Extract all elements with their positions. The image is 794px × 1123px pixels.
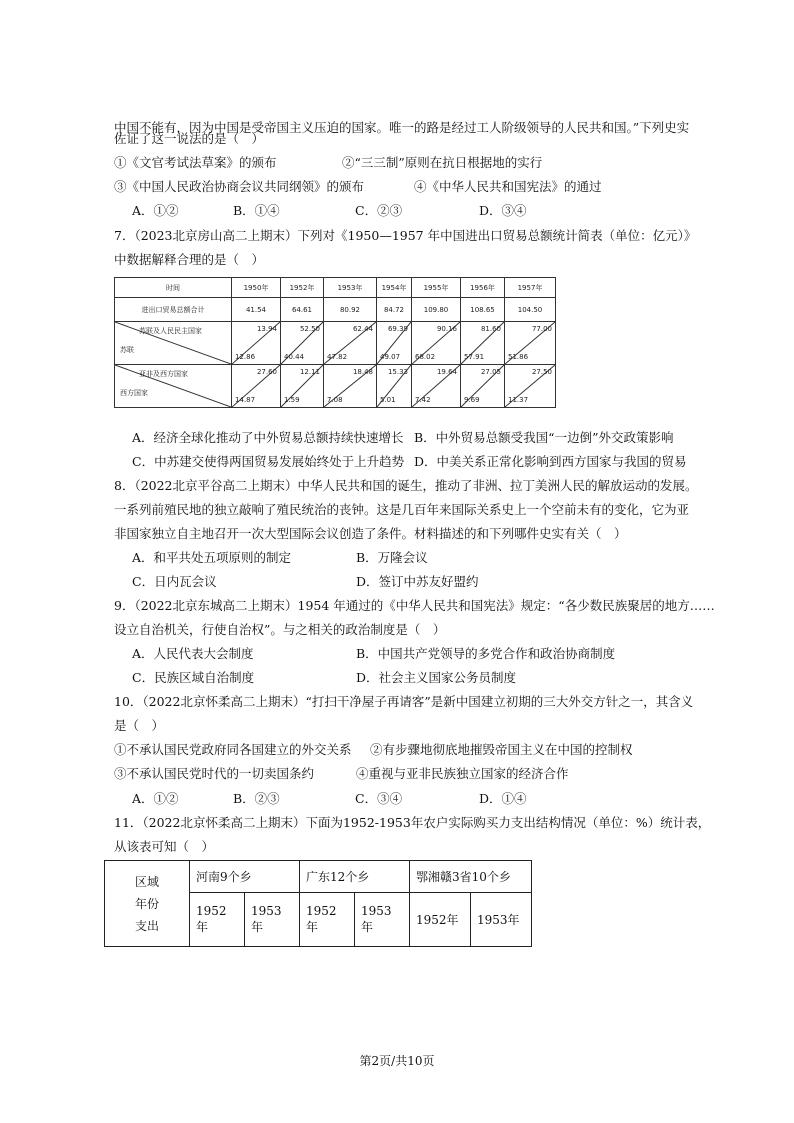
trade-asia-cell — [412, 365, 461, 408]
trade-asia-top: 27.50 — [531, 368, 552, 376]
spending-table — [104, 860, 532, 947]
spending-head-region: 区域 — [134, 874, 159, 889]
spending-header-cell — [105, 861, 190, 947]
spending-year: 1953年 — [355, 893, 410, 947]
q9-text-line1: 9．（2022北京东城高二上期末）1954 年通过的《中华人民共和国宪法》规定：“各少数民族聚居的地方…… — [114, 598, 715, 613]
trade-asia-bottom: 11.37 — [508, 396, 529, 404]
trade-soviet-top: 52.50 — [299, 325, 320, 333]
q7-text-line2: 中数据解释合理的是（ ） — [114, 252, 265, 267]
q10-item-3: ③不承认国民党时代的一切卖国条约 — [114, 766, 315, 781]
trade-total-value: 104.50 — [505, 298, 556, 322]
q10-item-1: ①不承认国民党政府同各国建立的外交关系 — [114, 742, 352, 757]
q8-option-d: D．签订中苏友好盟约 — [356, 574, 479, 589]
spending-head-year: 年份 — [134, 896, 159, 911]
trade-soviet-top: 81.60 — [480, 325, 501, 333]
trade-year: 1956年 — [461, 278, 505, 298]
q9-text-line2: 设立自治机关，行使自治权”。与之相关的政治制度是（ ） — [114, 622, 446, 637]
q8-text-line2: 一系列前殖民地的独立敲响了殖民统治的丧钟。这是几百年来国际关系史上一个空前未有的变化，它为亚 — [114, 502, 690, 517]
spending-year: 1953年 — [245, 893, 300, 947]
q6-text-line1: 中国不能有，因为中国是受帝国主义压迫的国家。唯一的路是经过工人阶级领导的人民共和国。”下列史实 — [114, 120, 690, 135]
trade-soviet-top: 90.16 — [436, 325, 457, 333]
trade-asia-bottom: 1.59 — [284, 396, 300, 404]
trade-asia-bottom: 14.87 — [235, 396, 256, 404]
trade-soviet-cell — [461, 322, 505, 365]
trade-soviet-top: 13.94 — [256, 325, 277, 333]
q10-item-2: ②有步骤地彻底地摧毁帝国主义在中国的控制权 — [370, 742, 633, 757]
q7-option-b: B．中外贸易总额受我国“一边倒”外交政策影响 — [414, 430, 674, 445]
trade-soviet-cell — [324, 322, 377, 365]
trade-soviet-bottom: 12.86 — [235, 353, 256, 361]
trade-asia-top: 27.05 — [480, 368, 501, 376]
q6-item-1: ①《文官考试法草案》的颁布 — [114, 155, 277, 170]
trade-asia-cell — [232, 365, 281, 408]
q6-item-4: ④《中华人民共和国宪法》的通过 — [414, 179, 602, 194]
page-footer: 第2页/共10页 — [359, 1054, 435, 1068]
trade-soviet-bottom: 49.07 — [380, 353, 401, 361]
trade-asia-bottom: 5.01 — [380, 396, 396, 404]
trade-asia-bottom: 7.42 — [415, 396, 431, 404]
trade-year: 1953年 — [324, 278, 377, 298]
q10-option-b: B．②③ — [233, 791, 280, 806]
spending-region: 广东12个乡 — [300, 861, 410, 893]
trade-soviet-cell — [281, 322, 324, 365]
q9-option-d: D．社会主义国家公务员制度 — [356, 670, 517, 685]
q7-option-a: A．经济全球化推动了中外贸易总额持续快速增长 — [132, 430, 404, 445]
trade-table — [114, 277, 556, 408]
trade-total-value: 80.92 — [324, 298, 377, 322]
spending-year: 1953年 — [471, 893, 532, 947]
q6-option-c: C．②③ — [355, 203, 403, 218]
trade-total-label: 进出口贸易总额合计 — [115, 298, 232, 322]
q8-option-c: C．日内瓦会议 — [132, 574, 217, 589]
trade-year: 1957年 — [505, 278, 556, 298]
q10-option-d: D．①④ — [479, 791, 527, 806]
q10-option-a: A．①② — [132, 791, 179, 806]
q6-item-3: ③《中国人民政治协商会议共同纲领》的颁布 — [114, 179, 365, 194]
trade-total-value: 108.65 — [461, 298, 505, 322]
q9-option-b: B．中国共产党领导的多党合作和政治协商制度 — [356, 646, 616, 661]
q10-option-c: C．③④ — [355, 791, 403, 806]
trade-soviet-top: 62.44 — [352, 325, 373, 333]
trade-asia-top-label: 亚非及西方国家 — [139, 370, 188, 378]
trade-year: 1950年 — [232, 278, 281, 298]
q8-text-line3: 非国家独立自主地召开一次大型国际会议创造了条件。材料描述的和下列哪件史实有关（ ） — [114, 526, 627, 541]
trade-soviet-bottom: 47.82 — [327, 353, 348, 361]
trade-asia-bottom: 9.69 — [464, 396, 480, 404]
spending-year: 1952年 — [410, 893, 471, 947]
trade-soviet-top: 69.39 — [387, 325, 408, 333]
q11-text-line2: 从该表可知（ ） — [114, 839, 215, 854]
trade-asia-top: 27.60 — [256, 368, 277, 376]
trade-soviet-bottom-label: 苏联 — [120, 346, 134, 354]
q8-option-b: B．万隆会议 — [356, 550, 428, 565]
trade-year: 1955年 — [412, 278, 461, 298]
trade-asia-top: 18.48 — [352, 368, 373, 376]
trade-total-value: 109.80 — [412, 298, 461, 322]
q10-text-line1: 10．（2022北京怀柔高二上期末）“打扫干净屋子再请客”是新中国建立初期的三大外交方针之一，其含义 — [114, 694, 694, 709]
trade-total-value: 41.54 — [232, 298, 281, 322]
q6-text-line2: 佐证了这一说法的是（ ） — [114, 131, 265, 146]
q10-item-4: ④重视与亚非民族独立国家的经济合作 — [356, 766, 569, 781]
q11-text-line1: 11．（2022北京怀柔高二上期末）下面为1952-1953年农户实际购买力支出结构情况（单位：%）统计表， — [114, 815, 711, 830]
q6-option-d: D．③④ — [479, 203, 527, 218]
q9-option-a: A．人民代表大会制度 — [132, 646, 254, 661]
trade-asia-cell — [505, 365, 556, 408]
trade-soviet-cell — [412, 322, 461, 365]
q10-text-line2: 是（ ） — [114, 718, 165, 733]
trade-soviet-bottom: 51.86 — [508, 353, 529, 361]
trade-total-value: 64.61 — [281, 298, 324, 322]
trade-asia-cell — [377, 365, 412, 408]
q7-option-d: D．中美关系正常化影响到西方国家与我国的贸易 — [414, 454, 687, 469]
trade-year: 1954年 — [377, 278, 412, 298]
trade-time-label: 时间 — [115, 278, 232, 298]
trade-asia-bottom: 7.08 — [327, 396, 343, 404]
trade-asia-cell — [461, 365, 505, 408]
trade-soviet-cell — [505, 322, 556, 365]
trade-soviet-cell — [232, 322, 281, 365]
trade-asia-label-cell — [115, 365, 232, 408]
q8-text-line1: 8．（2022北京平谷高二上期末）中华人民共和国的诞生，推动了非洲、拉丁美洲人民的解放运动的发展。 — [114, 478, 698, 493]
q8-option-a: A．和平共处五项原则的制定 — [132, 550, 292, 565]
trade-soviet-bottom: 68.02 — [415, 353, 436, 361]
trade-asia-top: 19.64 — [436, 368, 457, 376]
trade-soviet-top-label: 苏联及人民民主国家 — [139, 327, 202, 335]
trade-soviet-bottom: 57.91 — [464, 353, 485, 361]
trade-asia-bottom-label: 西方国家 — [120, 389, 148, 397]
spending-region: 河南9个乡 — [190, 861, 300, 893]
trade-asia-cell — [281, 365, 324, 408]
spending-region: 鄂湘赣3省10个乡 — [410, 861, 532, 893]
q6-item-2: ②“三三制”原则在抗日根据地的实行 — [342, 155, 543, 170]
trade-year: 1952年 — [281, 278, 324, 298]
spending-year: 1952年 — [190, 893, 245, 947]
trade-soviet-top: 77.00 — [531, 325, 552, 333]
q7-text-line1: 7．（2023北京房山高二上期末）下列对《1950—1957 年中国进出口贸易总额统计简表（单位：亿元）》 — [114, 228, 697, 243]
q9-option-c: C．民族区域自治制度 — [132, 670, 255, 685]
spending-head-spend: 支出 — [134, 918, 159, 933]
spending-year: 1952年 — [300, 893, 355, 947]
q6-option-b: B．①④ — [233, 203, 280, 218]
q6-option-a: A．①② — [132, 203, 179, 218]
trade-soviet-label-cell — [115, 322, 232, 365]
q7-option-c: C．中苏建交使得两国贸易发展始终处于上升趋势 — [132, 454, 405, 469]
trade-soviet-bottom: 40.44 — [284, 353, 305, 361]
trade-asia-top: 15.33 — [387, 368, 408, 376]
trade-total-value: 84.72 — [377, 298, 412, 322]
trade-soviet-cell — [377, 322, 412, 365]
trade-asia-cell — [324, 365, 377, 408]
trade-asia-top: 12.11 — [299, 368, 320, 376]
